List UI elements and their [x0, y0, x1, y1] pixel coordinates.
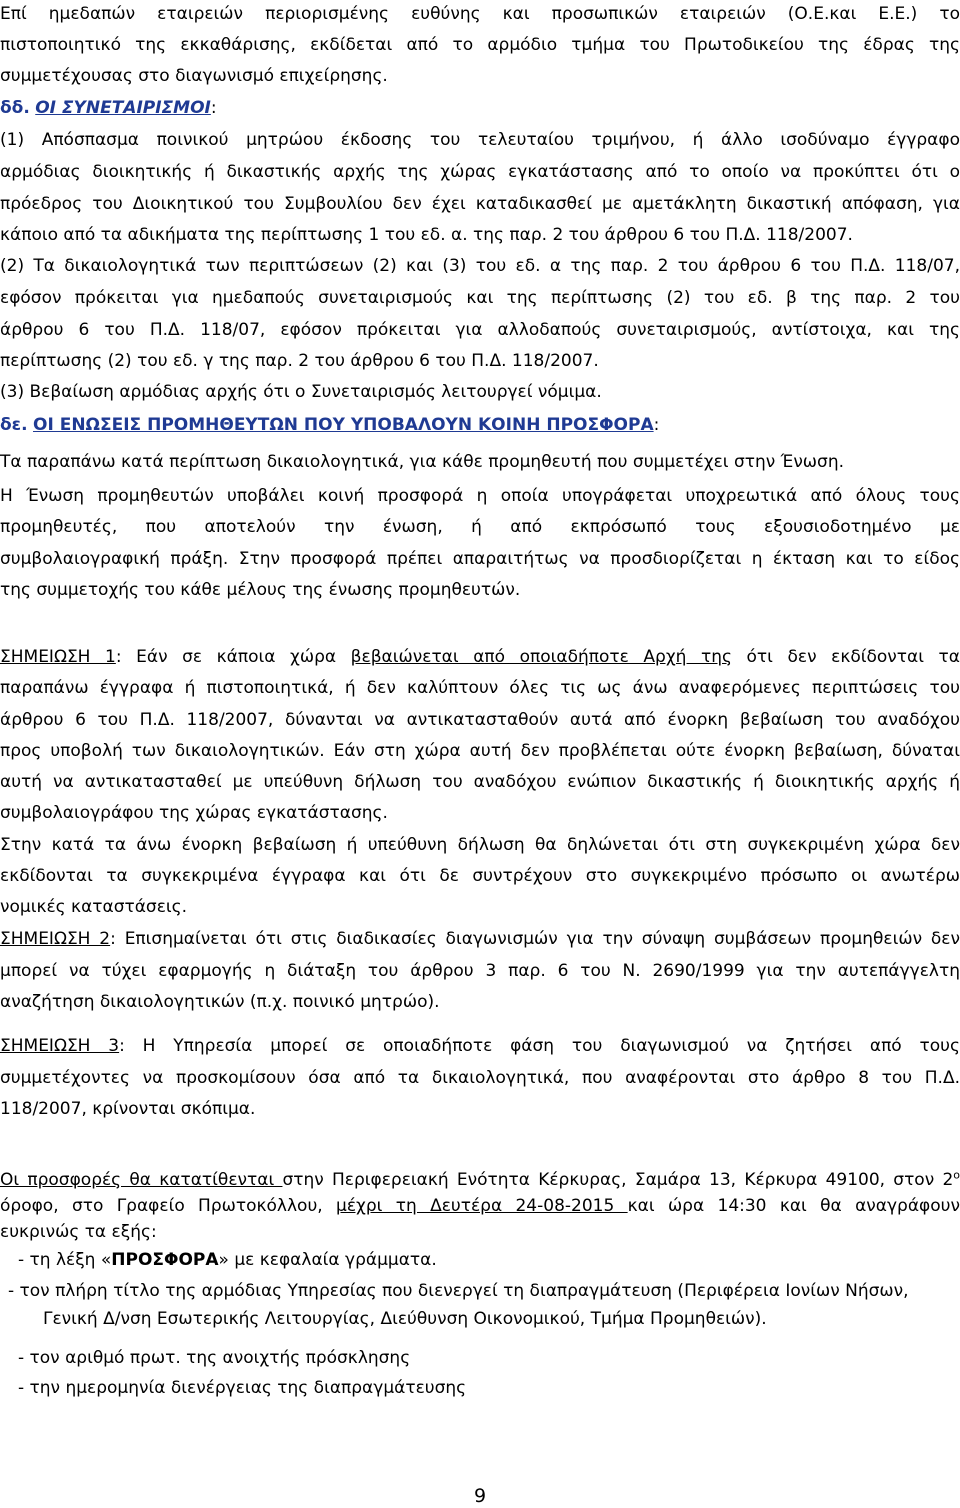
offers-line-1-rest: στην Περιφερειακή Ενότητα Κέρκυρας, Σαμάρα 13, Κέρκυρα 49100, στον 2 [282, 1170, 954, 1190]
offers-bullet-1-suffix: » με κεφαλαία γράμματα. [218, 1250, 437, 1270]
offers-line-2 [0, 1194, 960, 1218]
section-de-colon: : [653, 415, 660, 435]
offers-deadline: μέχρι τη Δευτέρα 24-08-2015 [336, 1196, 628, 1216]
dd-item1-line-1: (1) Απόσπασμα ποινικού μητρώου έκδοσης του τελευταίου τριμήνου, ή άλλο ισοδύναμο έγγραφο [0, 130, 960, 150]
offers-bullet-3: - τον αριθμό πρωτ. της ανοιχτής πρόσκλησης [18, 1348, 411, 1368]
note1-line-5: αυτή να αντικατασταθεί με υπεύθυνη δήλωση του αναδόχου ενώπιον δικαστικής ή διοικητικής αρχής ή [0, 772, 960, 792]
de-paragraph-1: Τα παραπάνω κατά περίπτωση δικαιολογητικά, για κάθε προμηθευτή που συμμετέχει στην Ένωση. [0, 452, 844, 472]
offers-bullet-2-line-1: - τον πλήρη τίτλο της αρμόδιας Υπηρεσίας που διενεργεί τη διαπραγμάτευση (Περιφέρεια Ιονίων Νήσων, [8, 1281, 909, 1301]
section-dd-heading [0, 96, 960, 120]
dd-item2-line-4: περίπτωσης (2) του εδ. γ της παρ. 2 του άρθρου 6 του Π.Δ. 118/2007. [0, 351, 599, 371]
section-dd-colon: : [210, 98, 217, 118]
note3-line-1 [0, 1034, 960, 1058]
offers-bullet-1 [18, 1248, 958, 1272]
dd-item2-line-2: εφόσον πρόκειται για ημεδαπούς συνεταιρισμούς και της περίπτωσης (2) του εδ. β της παρ. 2 του [0, 288, 960, 308]
offers-bullet-1-keyword: ΠΡΟΣΦΟΡΑ [111, 1250, 219, 1270]
note2-line-3: αναζήτηση δικαιολογητικών (π.χ. ποινικό μητρώο). [0, 992, 440, 1012]
dd-item2-line-3: άρθρου 6 του Π.Δ. 118/07, εφόσον πρόκειται για αλλοδαπούς συνεταιρισμούς, αντίστοιχα, και της [0, 320, 960, 340]
note3-label: ΣΗΜΕΙΩΣΗ 3 [0, 1036, 120, 1056]
page-number: 9 [473, 1485, 487, 1507]
note1-intro: : Εάν σε κάποια χώρα [115, 647, 351, 667]
section-dd-title: ΟΙ ΣΥΝΕΤΑΙΡΙΣΜΟΙ [35, 98, 211, 118]
note1-line-3: άρθρου 6 του Π.Δ. 118/2007, δύνανται να αντικατασταθούν αυτά από ένορκη βεβαίωση του αναδόχου [0, 710, 960, 730]
section-de-heading [0, 413, 960, 437]
de-paragraph-2-line-4: της συμμετοχής του κάθε μέλους της ένωσης προμηθευτών. [0, 580, 521, 600]
note1-para2-line-1: Στην κατά τα άνω ένορκη βεβαίωση ή υπεύθυνη δήλωση θα δηλώνεται ότι στη συγκεκριμένη χώρα δεν [0, 835, 960, 855]
note1-underlined-phrase: βεβαιώνεται από οποιαδήποτε Αρχή της [350, 647, 732, 667]
offers-bullet-4: - την ημερομηνία διενέργειας της διαπραγμάτευσης [18, 1378, 467, 1398]
note2-label: ΣΗΜΕΙΩΣΗ 2 [0, 929, 111, 949]
offers-line-3: ευκρινώς τα εξής: [0, 1222, 157, 1242]
note1-line-6: συμβολαιογράφου της χώρας εγκατάστασης. [0, 803, 388, 823]
note3-line-2: συμμετέχοντες να προσκομίσουν όσα από τα δικαιολογητικά, που αναφέρονται στο άρθρο 8 του Π.Δ. [0, 1068, 960, 1088]
intro-line-1: Επί ημεδαπών εταιρειών περιορισμένης ευθύνης και προσωπικών εταιρειών (Ο.Ε.και Ε.Ε.) το [0, 4, 960, 24]
offers-bullet-2-line-2: Γενική Δ/νση Εσωτερικής Λειτουργίας, Διεύθυνση Οικονομικού, Τμήμα Προμηθειών). [43, 1309, 767, 1329]
note1-line-4: προς υποβολή των δικαιολογητικών. Εάν στη χώρα αυτή δεν προβλέπεται ούτε ένορκη βεβαίωση, δύναται [0, 741, 960, 761]
note1-line-1 [0, 645, 960, 669]
offers-line-2-start: όροφο, στο Γραφείο Πρωτοκόλλου, [0, 1196, 337, 1216]
offers-bullet-1-prefix: - τη λέξη « [18, 1250, 112, 1270]
note3-line-1-text: : Η Υπηρεσία μπορεί σε οποιαδήποτε φάση του διαγωνισμού να ζητήσει από τους [119, 1036, 960, 1056]
intro-line-2: πιστοποιητικό της εκκαθάρισης, εκδίδεται από το αρμόδιο τμήμα του Πρωτοδικείου της έδρας της [0, 35, 960, 55]
dd-item1-line-3: πρόεδρος του Διοικητικού του Συμβουλίου δεν έχει καταδικασθεί με αμετάκλητη δικαστική απόφαση, για [0, 194, 960, 214]
section-dd-marker: δδ. [0, 98, 30, 118]
section-de-marker: δε. [0, 415, 28, 435]
note1-label: ΣΗΜΕΙΩΣΗ 1 [0, 647, 116, 667]
offers-underlined-intro: Οι προσφορές θα κατατίθενται [0, 1170, 283, 1190]
dd-item1-line-4: κάποιο από τα αδικήματα της περίπτωσης 1 του εδ. α. της παρ. 2 του άρθρου 6 του Π.Δ. 118/2007. [0, 225, 853, 245]
note2-line-1-text: : Επισημαίνεται ότι στις διαδικασίες διαγωνισμών για την σύναψη συμβάσεων προμηθειών δεν [110, 929, 960, 949]
note3-line-3: 118/2007, κρίνονται σκόπιμα. [0, 1099, 256, 1119]
note1-para2-line-3: νομικές καταστάσεις. [0, 897, 188, 917]
note1-line-2: παραπάνω έγγραφα ή πιστοποιητικά, ή δεν καλύπτουν όλες τις ως άνω αναφερόμενες περιπτώσεις του [0, 678, 960, 698]
dd-item2-line-1: (2) Τα δικαιολογητικά των περιπτώσεων (2) και (3) του εδ. α της παρ. 2 του άρθρου 6 του Π.Δ. 118/07, [0, 256, 960, 276]
offers-line-2-rest: και ώρα 14:30 και θα αναγράφουν [627, 1196, 960, 1216]
de-paragraph-2-line-2: προμηθευτές, που αποτελούν την ένωση, ή από εκπρόσωπό τους εξουσιοδοτημένο με [0, 517, 960, 537]
note2-line-1 [0, 927, 960, 951]
note1-para2-line-2: εκδίδονται τα συγκεκριμένα έγγραφα και ότι δε συντρέχουν στο συγκεκριμένο πρόσωπο οι ανωτέρω [0, 866, 960, 886]
offers-floor-superscript: ο [953, 1168, 960, 1182]
offers-line-1 [0, 1168, 960, 1192]
de-paragraph-2-line-3: συμβολαιογραφική πράξη. Στην προσφορά πρέπει απαραιτήτως να προσδιορίζεται η έκταση και το είδος [0, 549, 960, 569]
dd-item3: (3) Βεβαίωση αρμόδιας αρχής ότι ο Συνεταιρισμός λειτουργεί νόμιμα. [0, 382, 602, 402]
section-de-title: ΟΙ ΕΝΩΣΕΙΣ ΠΡΟΜΗΘΕΥΤΩΝ ΠΟΥ ΥΠΟΒΑΛΟΥΝ ΚΟΙΝΗ ΠΡΟΣΦΟΡΑ [33, 415, 654, 435]
note2-line-2: μπορεί να τύχει εφαρμογής η διάταξη του άρθρου 3 παρ. 6 του Ν. 2690/1999 για την αυτεπάγγελτη [0, 961, 960, 981]
dd-item1-line-2: αρμόδιας διοικητικής ή δικαστικής αρχής της χώρας εγκατάστασης από το οποίο να προκύπτει ότι ο [0, 162, 960, 182]
de-paragraph-2-line-1: Η Ένωση προμηθευτών υποβάλει κοινή προσφορά η οποία υπογράφεται υποχρεωτικά από όλους τους [0, 486, 960, 506]
note1-line-1-rest: ότι δεν εκδίδονται τα [731, 647, 960, 667]
intro-line-3: συμμετέχουσας στο διαγωνισμό επιχείρησης. [0, 66, 388, 86]
